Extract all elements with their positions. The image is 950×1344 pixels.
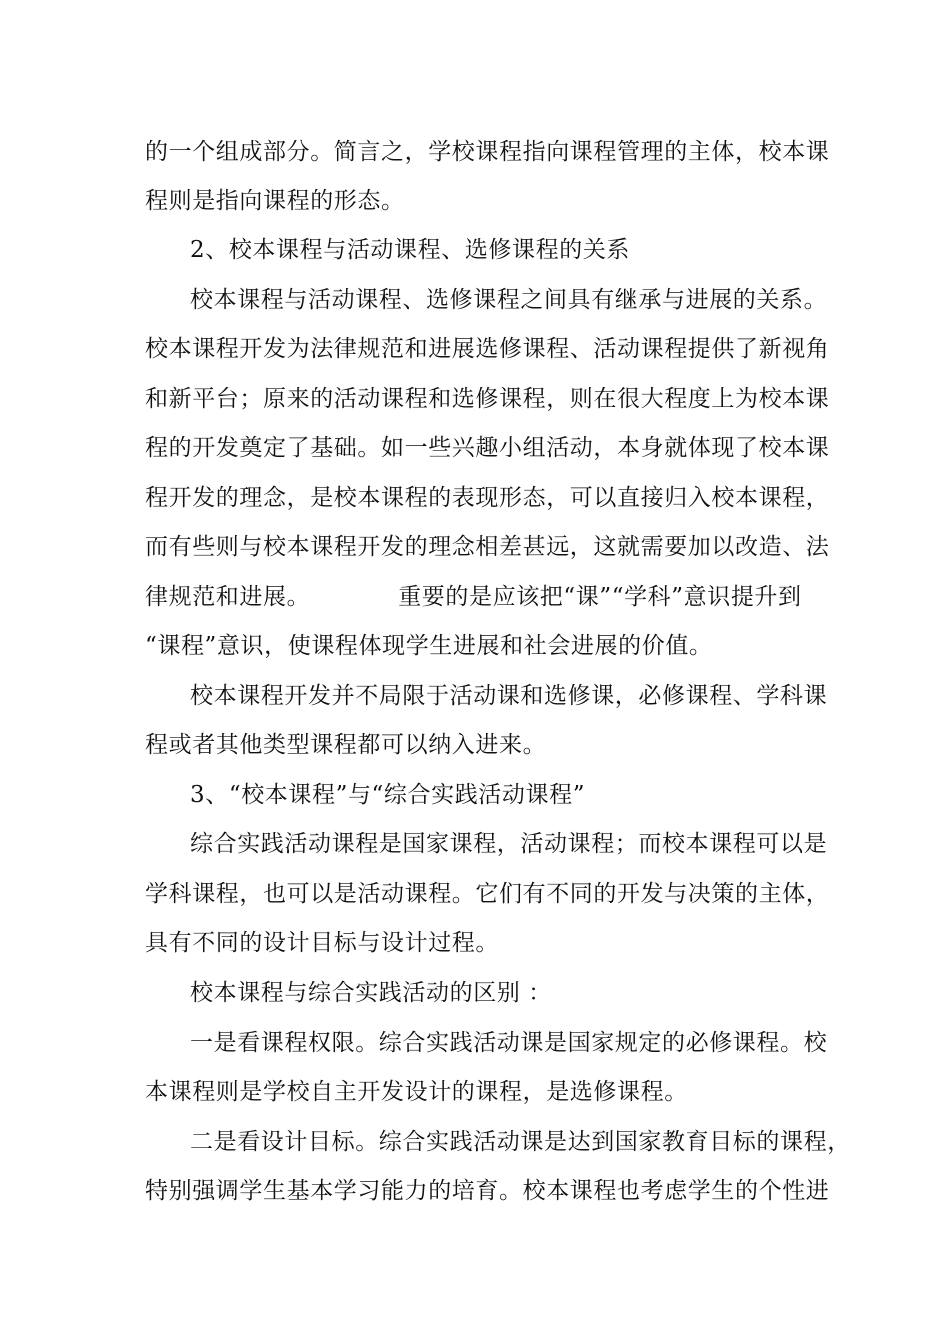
text-line: 本课程则是学校自主开发设计的课程，是选修课程。	[145, 1079, 688, 1105]
text-line: 程开发的理念，是校本课程的表现形态，可以直接归入校本课程，	[145, 485, 830, 511]
text-line: 的一个组成部分。简言之，学校课程指向课程管理的主体，校本课	[145, 139, 830, 165]
text-line: “课程”意识，使课程体现学生进展和社会进展的价值。	[145, 633, 713, 659]
text-line: 校本课程与综合实践活动的区别 ：	[190, 980, 552, 1006]
text-segment: 重要的是应该把“课”“学科”意识提升到	[398, 584, 802, 610]
text-line	[145, 579, 815, 615]
text-line: 而有些则与校本课程开发的理念相差甚远，这就需要加以改造、法	[145, 534, 830, 560]
text-line: 学科课程，也可以是活动课程。它们有不同的开发与决策的主体，	[145, 881, 830, 907]
text-segment: 律规范和进展。	[145, 584, 311, 610]
section-heading: 3、“校本课程”与“综合实践活动课程”	[190, 782, 586, 808]
text-line: 程则是指向课程的形态。	[145, 188, 405, 214]
text-line: 具有不同的设计目标与设计过程。	[145, 930, 499, 956]
text-line: 校本课程与活动课程、选修课程之间具有继承与进展的关系。	[190, 287, 828, 313]
text-line: 程的开发奠定了基础。如一些兴趣小组活动，本身就体现了校本课	[145, 435, 830, 461]
text-line: 和新平台；原来的活动课程和选修课程，则在很大程度上为校本课	[145, 386, 830, 412]
text-line: 一是看课程权限。综合实践活动课是国家规定的必修课程。校	[190, 1030, 828, 1056]
text-line: 二是看设计目标。综合实践活动课是达到国家教育目标的课程，	[190, 1129, 851, 1155]
text-line: 校本课程开发为法律规范和进展选修课程、活动课程提供了新视角	[145, 336, 830, 362]
text-line: 特别强调学生基本学习能力的培育。校本课程也考虑学生的个性进	[145, 1178, 830, 1204]
section-heading: 2、校本课程与活动课程、选修课程的关系	[190, 237, 631, 263]
text-line: 程或者其他类型课程都可以纳入进来。	[145, 732, 547, 758]
text-line: 综合实践活动课程是国家课程，活动课程；而校本课程可以是	[190, 831, 828, 857]
text-line: 校本课程开发并不局限于活动课和选修课，必修课程、学科课	[190, 683, 828, 709]
